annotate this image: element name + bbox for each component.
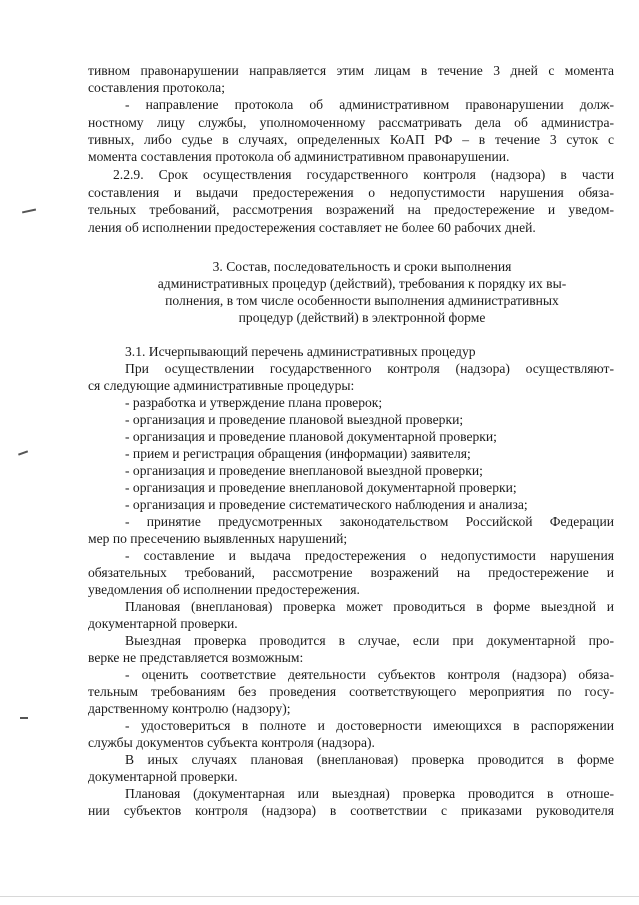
text-line: верке не представляется возможным: xyxy=(88,650,304,665)
text-line: мер по пресечению выявленных нарушений; xyxy=(88,531,348,546)
scan-mark xyxy=(22,209,36,213)
text-line: - организация и проведение внеплановой документарной проверки; xyxy=(125,480,517,495)
text-line: - организация и проведение плановой документарной проверки; xyxy=(125,429,497,444)
text-line: В иных случаях плановая (внеплановая) проверка проводится в форме xyxy=(125,752,614,767)
text-line: - организация и проведение систематического наблюдения и анализа; xyxy=(125,497,528,512)
text-line: полнения, в том числе особенности выполнения административных xyxy=(165,293,559,308)
text-line: составления протокола; xyxy=(88,80,225,95)
text-line: дарственному контролю (надзору); xyxy=(88,701,291,716)
text-line: документарной проверки. xyxy=(88,769,238,784)
text-line: - направление протокола об административном правонарушении долж- xyxy=(125,97,614,112)
text-line: Выездная проверка проводится в случае, если при документарной про- xyxy=(125,633,614,648)
text-line: - организация и проведение плановой выездной проверки; xyxy=(125,412,464,427)
text-line: - составление и выдача предостережения о недопустимости нарушения xyxy=(125,548,614,563)
text-line: нии субъектов контроля (надзора) в соответствии с приказами руководителя xyxy=(88,803,614,818)
text-line: 2.2.9. Срок осуществления государственного контроля (надзора) в части xyxy=(113,167,614,182)
text-line: тивных, либо судье в случаях, определенных КоАП РФ – в течение 3 суток с xyxy=(88,132,614,147)
text-line: Плановая (внеплановая) проверка может проводиться в форме выездной и xyxy=(125,599,614,614)
text-line: - оценить соответствие деятельности субъектов контроля (надзора) обяза- xyxy=(125,667,614,682)
text-line: ся следующие административные процедуры: xyxy=(88,378,355,393)
scan-mark xyxy=(18,450,28,455)
text-line: тивном правонарушении направляется этим лицам в течение 3 дней с момента xyxy=(88,63,614,78)
text-line: обязательных требований, рассмотрение возражений на предостережение и xyxy=(88,565,614,580)
text-line: службы документов субъекта контроля (надзора). xyxy=(88,735,375,750)
text-line: ления об исполнении предостережения составляет не более 60 рабочих дней. xyxy=(88,220,536,235)
scan-mark xyxy=(20,717,28,719)
text-line: - прием и регистрация обращения (информации) заявителя; xyxy=(125,446,471,461)
text-line: - разработка и утверждение плана проверок; xyxy=(125,395,383,410)
text-line: административных процедур (действий), требования к порядку их вы- xyxy=(157,276,567,291)
text-line: При осуществлении государственного контроля (надзора) осуществляют- xyxy=(125,361,614,376)
text-line: процедур (действий) в электронной форме xyxy=(238,310,486,325)
text-line: ностному лицу службы, уполномоченному рассматривать дела об администра- xyxy=(88,115,614,130)
text-line: Плановая (документарная или выездная) проверка проводится в отноше- xyxy=(125,786,614,801)
text-line: - организация и проведение внеплановой выездной проверки; xyxy=(125,463,483,478)
text-line: тельных требований, рассмотрения возражений на предостережение и уведом- xyxy=(88,202,614,217)
text-line: составления и выдачи предостережения о недопустимости нарушения обяза- xyxy=(88,185,614,200)
text-line: 3. Состав, последовательность и сроки выполнения xyxy=(212,259,512,274)
text-line: - удостовериться в полноте и достоверности имеющихся в распоряжении xyxy=(125,718,614,733)
text-line: - принятие предусмотренных законодательством Российской Федерации xyxy=(125,514,614,529)
text-line: документарной проверки. xyxy=(88,616,238,631)
text-line: уведомления об исполнении предостережения. xyxy=(88,582,360,597)
text-line: тельным требованиям без проведения соответствующего мероприятия по госу- xyxy=(88,684,614,699)
text-line: момента составления протокола об административном правонарушении. xyxy=(88,149,510,164)
page-edge xyxy=(0,896,639,897)
text-line: 3.1. Исчерпывающий перечень административных процедур xyxy=(125,344,476,359)
